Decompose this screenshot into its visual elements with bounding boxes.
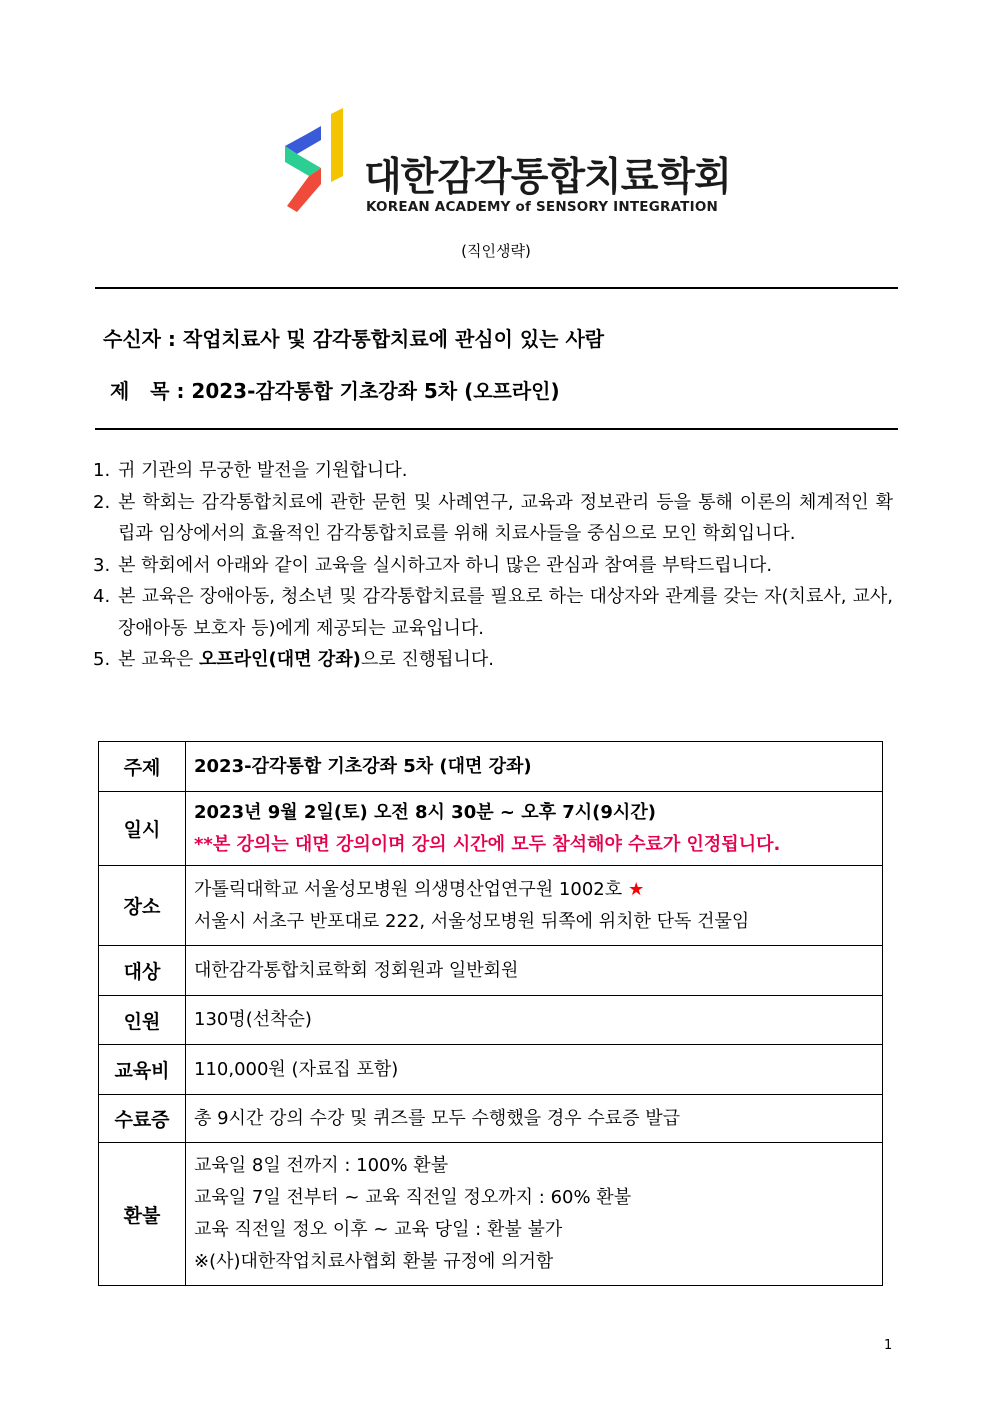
attendance-notice: **본 강의는 대면 강의이며 강의 시간에 모두 참석해야 수료가 인정됩니다. xyxy=(194,833,781,855)
list-item: 2. 본 학회는 감각통합치료에 관한 문헌 및 사례연구, 교육과 정보관리 등을 통해 이론의 체계적인 확립과 임상에서의 효율적인 감각통합치료를 위해 치료사들을 중심으로 모인 학회입니다. xyxy=(93,491,893,544)
table-row xyxy=(99,792,883,866)
date-value: 2023년 9월 2일(토) 오전 8시 30분 ~ 오후 7시(9시간) xyxy=(194,801,656,823)
recipient-line xyxy=(103,323,604,352)
offline-emphasis: 오프라인(대면 강좌) xyxy=(199,649,361,670)
refund-label: 환불 xyxy=(99,1143,186,1286)
academy-logo xyxy=(281,106,731,218)
subject-line xyxy=(103,375,560,404)
table-row xyxy=(99,946,883,996)
top-divider xyxy=(95,287,898,289)
topic-label: 주제 xyxy=(99,742,186,792)
table-row xyxy=(99,742,883,792)
refund-line: 교육일 7일 전부터 ~ 교육 직전일 정오까지 : 60% 환불 xyxy=(194,1187,632,1208)
table-row xyxy=(99,1045,883,1095)
place-line2: 서울시 서초구 반포대로 222, 서울성모병원 뒤쪽에 위치한 단독 건물임 xyxy=(194,910,750,932)
subject-label: 제 목 : xyxy=(103,379,192,403)
course-info-table xyxy=(98,741,883,1286)
target-value: 대한감각통합치료학회 정회원과 일반회원 xyxy=(186,946,883,996)
refund-line: 교육일 8일 전까지 : 100% 환불 xyxy=(194,1155,449,1176)
subject-value: 2023-감각통합 기초강좌 5차 (오프라인) xyxy=(191,379,560,403)
org-name-korean: 대한감각통합치료학회 xyxy=(364,155,731,200)
recipient-label: 수신자 : xyxy=(103,327,183,351)
star-icon: ★ xyxy=(628,878,645,900)
target-label: 대상 xyxy=(99,946,186,996)
list-item: 5. 본 교육은 오프라인(대면 강좌)으로 진행됩니다. xyxy=(93,649,494,670)
capacity-label: 인원 xyxy=(99,996,186,1045)
list-item: 4. 본 교육은 장애아동, 청소년 및 감각통합치료를 필요로 하는 대상자와 관계를 갖는 자(치료사, 교사, 장애아동 보호자 등)에게 제공되는 교육입니다. xyxy=(93,586,893,639)
body-list xyxy=(93,455,893,676)
academy-logo-icon xyxy=(281,106,353,218)
seal-note: (직인생략) xyxy=(461,242,531,260)
certificate-label: 수료증 xyxy=(99,1095,186,1143)
list-item: 3. 본 학회에서 아래와 같이 교육을 실시하고자 하니 많은 관심과 참여를 부탁드립니다. xyxy=(93,554,773,576)
table-row xyxy=(99,1143,883,1286)
org-name-english: KOREAN ACADEMY of SENSORY INTEGRATION xyxy=(366,199,718,215)
refund-line: ※(사)대한작업치료사협회 환불 규정에 의거함 xyxy=(194,1251,554,1272)
recipient-value: 작업치료사 및 감각통합치료에 관심이 있는 사람 xyxy=(182,327,605,351)
table-row xyxy=(99,996,883,1045)
date-label: 일시 xyxy=(99,792,186,866)
list-item: 1. 귀 기관의 무궁한 발전을 기원합니다. xyxy=(93,460,408,481)
capacity-value: 130명(선착순) xyxy=(186,996,883,1045)
certificate-value: 총 9시간 강의 수강 및 퀴즈를 모두 수행했을 경우 수료증 발급 xyxy=(186,1095,883,1143)
fee-value: 110,000원 (자료집 포함) xyxy=(186,1045,883,1095)
place-line1: 가톨릭대학교 서울성모병원 의생명산업연구원 1002호 xyxy=(194,878,623,900)
refund-line: 교육 직전일 정오 이후 ~ 교육 당일 : 환불 불가 xyxy=(194,1219,563,1240)
place-label: 장소 xyxy=(99,866,186,946)
page-number: 1 xyxy=(884,1338,893,1353)
fee-label: 교육비 xyxy=(99,1045,186,1095)
table-row xyxy=(99,1095,883,1143)
topic-value: 2023-감각통합 기초강좌 5차 (대면 강좌) xyxy=(186,742,883,792)
table-row xyxy=(99,866,883,946)
bottom-divider xyxy=(95,428,898,430)
